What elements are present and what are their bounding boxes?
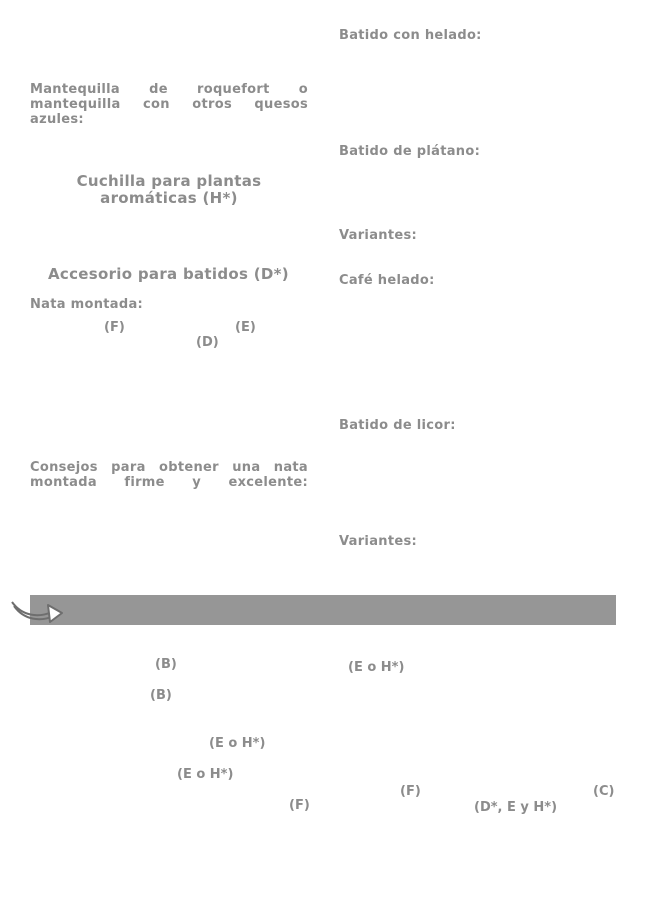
whipped-ref-f: (F) bbox=[104, 320, 125, 335]
bottom-ref-b-2: (B) bbox=[150, 688, 172, 703]
iced-coffee-heading: Café helado: bbox=[339, 273, 435, 288]
section-banner bbox=[30, 595, 616, 625]
roquefort-heading: Mantequilla de roquefort o mantequilla con otros quesos azules: bbox=[30, 82, 308, 127]
variants-heading-2: Variantes: bbox=[339, 534, 417, 549]
bottom-ref-f-left: (F) bbox=[289, 798, 310, 813]
ice-cream-shake-heading: Batido con helado: bbox=[339, 28, 482, 43]
whipped-cream-heading: Nata montada: bbox=[30, 297, 144, 312]
bottom-ref-c: (C) bbox=[593, 784, 615, 799]
liqueur-shake-heading: Batido de licor: bbox=[339, 418, 456, 433]
banana-shake-heading: Batido de plátano: bbox=[339, 144, 481, 159]
herb-blade-title: Cuchilla para plantas aromáticas (H*) bbox=[76, 172, 262, 207]
variants-heading-1: Variantes: bbox=[339, 228, 417, 243]
bottom-ref-b-1: (B) bbox=[155, 657, 177, 672]
bottom-ref-e-or-h-2: (E o H*) bbox=[177, 767, 234, 782]
shake-attachment-title: Accesorio para batidos (D*) bbox=[48, 265, 289, 283]
bottom-ref-f-right: (F) bbox=[400, 784, 421, 799]
bottom-ref-e-or-h-3: (E o H*) bbox=[348, 660, 405, 675]
bottom-ref-d-e-h: (D*, E y H*) bbox=[474, 800, 558, 815]
bottom-ref-e-or-h-1: (E o H*) bbox=[209, 736, 266, 751]
tips-heading: Consejos para obtener una nata montada firme y excelente: bbox=[30, 460, 308, 490]
arrow-right-icon bbox=[8, 592, 64, 628]
whipped-ref-e: (E) bbox=[235, 320, 256, 335]
whipped-ref-d: (D) bbox=[196, 335, 219, 350]
